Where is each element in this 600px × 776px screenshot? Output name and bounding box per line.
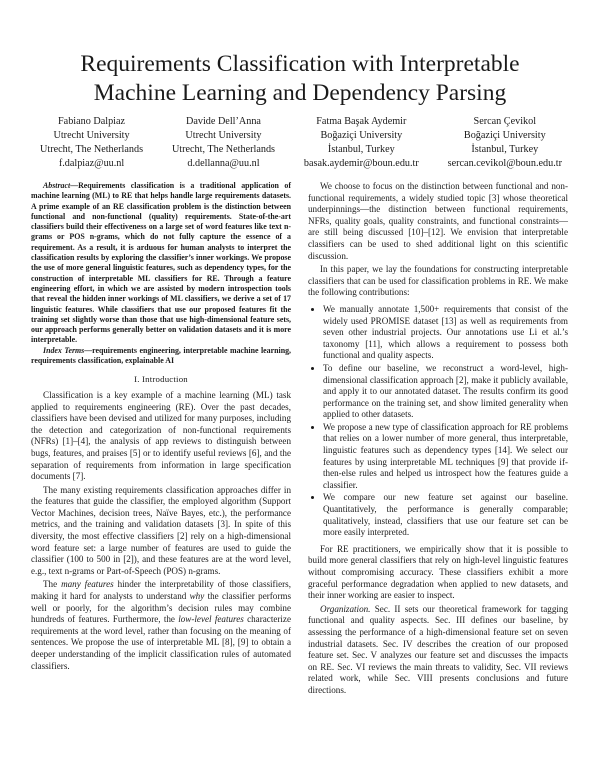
author-name: Sercan Çevikol: [473, 116, 537, 127]
paper-title: [0, 50, 600, 108]
abstract-text: —Requirements classification is a traditional application of machine learning (ML) to RE that helps handle large requirements datasets. A prime example of an RE classification problem is the distinction between functional and non-functional (quality) requirements. State-of-the-art classifiers build their effectiveness on a large set of word features like text n-grams or POS n-grams, which do not fully capture the essence of a requirement. As a result, it is arduous for human analysts to interpret the classification results by exploring the classifier’s inner workings. We propose the use of more general linguistic features, such as dependency types, for the construction of interpretable ML classifiers for RE. Through a feature engineering effort, in which we are assisted by modern introspection tools that reveal the hidden inner workings of ML classifiers, we derive a set of 17 linguistic features. While classifiers that use our proposed features fit the training set slightly worse than those that use high-dimensional feature sets, our approach performs generally better on validation datasets and it is more interpretable.: [31, 181, 291, 345]
author-affiliation: Boğaziçi University: [463, 130, 546, 141]
para3-text-2: the classifier performs well or poorly, for the algorithm’s decision rules may combine hundreds of features. Furthermore, the: [31, 591, 291, 625]
contribution-item: • We compare our new feature set against our baseline. Quantitatively, the performance is generally comparable; qualitatively, instead, classifiers that use our feature set can be more easily interpreted.: [323, 492, 568, 538]
author-affiliation: Boğaziçi University: [320, 130, 403, 141]
practitioners-paragraph: For RE practitioners, we empirically show that it is possible to build more general classifiers that rely on high-level linguistic features without compromising accuracy. These classifiers exhibit a more graceful performance degradation when applied to new datasets, and their inner working are easier to inspect.: [308, 543, 568, 601]
para3-text-1: hinder the interpretability of those classifiers, making it hard for analysts to understand: [31, 579, 291, 602]
contribution-item: • We manually annotate 1,500+ requirements that consist of the widely used PROMISE dataset [13] as well as requirements from seven other industrial projects. Our annotations use Li et al.’s taxonomy [11], which allows a requirement to possess both functional and quality aspects.: [323, 304, 568, 362]
author-location: İstanbul, Turkey: [471, 144, 539, 155]
para3-lead: The: [43, 579, 62, 590]
para3-emphasis-many-features: many features: [61, 579, 114, 590]
para3-text-3: characterize requirements at the word level, rather than focusing on the meaning of sentences. We propose the use of interpretable ML [8], [9] to obtain a deeper understanding of the implicit classification rules of automated classifiers.: [31, 614, 292, 671]
intro-paragraph-1: Classification is a key example of a machine learning (ML) task applied to requirements engineering (RE). Over the past decades, classifiers have been devised and utilized for many purposes, including the detection and categorization of non-functional requirements (NFRs) [1]–[4], the analysis of app reviews to distinguish between bugs, features, and praises [5] or to identify useful reviews [6], and the separation of requirements from information in large specification documents [7].: [31, 389, 291, 482]
index-terms-label: Index Terms: [43, 345, 85, 355]
index-terms-text: —requirements engineering, interpretable machine learning, requirements classification, explainable AI: [31, 345, 292, 366]
contribution-item: • We propose a new type of classification approach for RE problems that relies on a lower number of more general, thus interpretable, linguistic features such as dependency types [14]. We select our features by using interpretable ML techniques [9] that provide if-then-else rules and helped us introspect how the features guide a classifier.: [323, 422, 568, 492]
intro-paragraph-3: [31, 579, 291, 672]
author-email: d.dellanna@uu.nl: [187, 158, 260, 169]
para3-emphasis-low-level: low-level features: [178, 614, 244, 625]
author-name: Davide Dell’Anna: [185, 116, 261, 127]
title-line-2: Machine Learning and Dependency Parsing: [93, 80, 507, 106]
para3-emphasis-why: why: [189, 591, 205, 602]
focus-paragraph: We choose to focus on the distinction between functional and non-functional requirements, a widely studied topic [3] whose theoretical underpinnings—the distinction between functional requirements, NFRs, quality goals, quality constraints, and functional constraints—are still being discussed [10]–[12]. We envision that interpretable classifiers can be used to shed additional light on this scientific discussion.: [308, 181, 568, 261]
author-affiliation: Utrecht University: [185, 130, 262, 141]
abstract: [31, 181, 291, 346]
contributions-intro: In this paper, we lay the foundations for constructing interpretable classifiers that can be used for classification problems in RE. We make the following contributions:: [308, 264, 568, 298]
intro-paragraph-2: The many existing requirements classification approaches differ in the features that guide the classifier, the employed algorithm (Support Vector Machines, decision trees, Naïve Bayes, etc.), the performance metrics, and the training and validation datasets [3]. In spite of this diversity, the most effective classifiers [2] rely on a high-dimensional word feature set: a large number of features are used to guide the classifier (100 to 500 in [2]), and these features are at the word level, e.g., text n-grams or Part-of-Speech (POS) n-grams.: [31, 484, 291, 576]
contribution-item: • To define our baseline, we reconstruct a word-level, high-dimensional classification approach [2], make it publicly available, and apply it to our annotated dataset. The results confirm its good performance on the training set, and show limited generality when applied to other datasets.: [323, 363, 568, 421]
organization-text: Sec. II sets our theoretical framework for tagging functional and quality aspects. Sec. III defines our baseline, by assessing the performance of a high-dimensional feature set on seven industrial datasets. Sec. IV describes the creation of our proposed feature set. Sec. V analyzes our feature set and discusses the impacts on RE. Sec. VI reviews the main threats to validity, Sec. VII reviews related work, while Sec. VIII presents conclusions and future directions.: [308, 603, 568, 695]
organization-label: Organization.: [320, 603, 371, 614]
right-column: [308, 181, 568, 697]
author-3: [304, 115, 419, 171]
author-email: f.dalpiaz@uu.nl: [58, 158, 125, 169]
abstract-label: Abstract: [43, 181, 71, 190]
index-terms: [31, 346, 291, 367]
contributions-list: [308, 304, 568, 539]
author-1: [40, 115, 143, 171]
author-2: [172, 115, 275, 171]
section-heading-introduction: I. Introduction: [134, 374, 188, 385]
author-email: sercan.cevikol@boun.edu.tr: [447, 158, 562, 169]
left-column: [31, 181, 291, 672]
author-location: Utrecht, The Netherlands: [40, 144, 144, 155]
author-location: Utrecht, The Netherlands: [171, 144, 276, 155]
title-line-1: Requirements Classification with Interpretable: [80, 51, 520, 77]
author-affiliation: Utrecht University: [53, 130, 130, 141]
organization-paragraph: [308, 604, 568, 697]
author-4: [448, 115, 562, 171]
author-name: Fabiano Dalpiaz: [58, 116, 126, 127]
author-name: Fatma Başak Aydemir: [316, 116, 407, 127]
author-email: basak.aydemir@boun.edu.tr: [303, 158, 419, 169]
author-location: İstanbul, Turkey: [327, 144, 395, 155]
author-block: [40, 115, 562, 171]
